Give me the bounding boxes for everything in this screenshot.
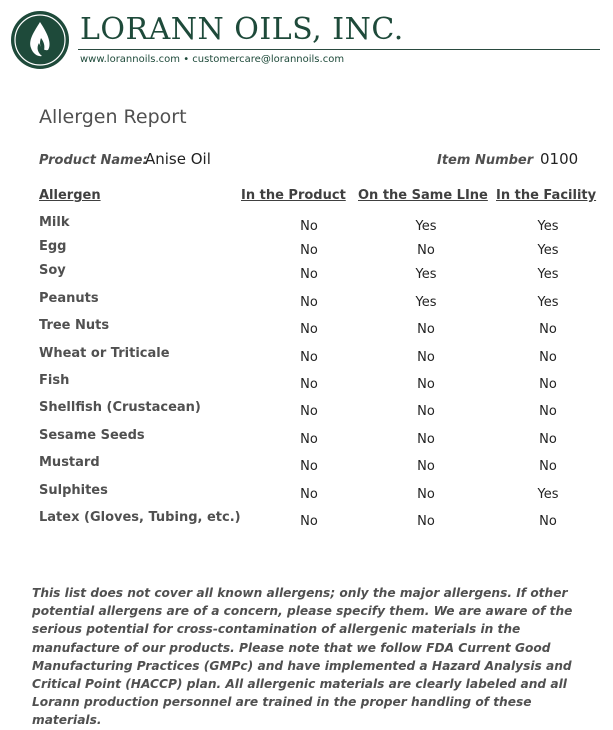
allergen-name: Egg <box>39 239 67 254</box>
same-line-value: No <box>417 459 435 474</box>
in-product-value: No <box>300 350 318 365</box>
report-title: Allergen Report <box>39 106 187 128</box>
in-product-value: No <box>300 219 318 234</box>
table-row <box>0 400 613 420</box>
item-number-value: 0100 <box>540 150 579 168</box>
company-logo <box>10 10 70 70</box>
allergen-name: Latex (Gloves, Tubing, etc.) <box>39 510 241 525</box>
disclaimer-text: This list does not cover all known allergens; only the major allergens. If other potential allergens are of a concern, please specify them. We are aware of the serious potential for cross-contamination of allergenic materials in the manufacture of our products. Please note that we follow FDA Current Good Manufacturing Practices (GMPc) and have implemented a Hazard Analysis and Critical Point (HACCP) plan. All allergenic materials are clearly labeled and all Lorann production personnel are trained in the proper handling of these materials. <box>32 586 573 728</box>
in-facility-value: No <box>539 322 557 337</box>
table-row <box>0 239 613 259</box>
in-product-value: No <box>300 487 318 502</box>
table-row <box>0 455 613 475</box>
in-facility-value: No <box>539 404 557 419</box>
in-facility-value: No <box>539 350 557 365</box>
same-line-value: No <box>417 350 435 365</box>
in-product-value: No <box>300 404 318 419</box>
same-line-value: No <box>417 487 435 502</box>
same-line-value: No <box>417 432 435 447</box>
in-facility-value: No <box>539 459 557 474</box>
in-product-value: No <box>300 377 318 392</box>
same-line-value: No <box>417 377 435 392</box>
in-facility-value: Yes <box>537 295 559 310</box>
same-line-value: Yes <box>415 295 437 310</box>
allergen-name: Peanuts <box>39 291 99 306</box>
in-product-value: No <box>300 514 318 529</box>
in-facility-value: Yes <box>537 219 559 234</box>
product-name-label: Product Name: <box>39 153 148 168</box>
contact-line: www.lorannoils.com • customercare@lorannoils.com <box>80 54 345 65</box>
in-product-value: No <box>300 267 318 282</box>
table-row <box>0 215 613 235</box>
table-row <box>0 428 613 448</box>
in-facility-value: Yes <box>537 243 559 258</box>
in-product-value: No <box>300 243 318 258</box>
in-product-value: No <box>300 295 318 310</box>
allergen-name: Sesame Seeds <box>39 428 145 443</box>
in-product-value: No <box>300 432 318 447</box>
allergen-name: Milk <box>39 215 70 230</box>
in-facility-value: Yes <box>537 267 559 282</box>
in-facility-value: Yes <box>537 487 559 502</box>
allergen-name: Tree Nuts <box>39 318 110 333</box>
header-in-product: In the Product <box>241 188 346 203</box>
same-line-value: No <box>417 514 435 529</box>
allergen-name: Mustard <box>39 455 100 470</box>
table-row <box>0 373 613 393</box>
same-line-value: No <box>417 404 435 419</box>
table-row <box>0 346 613 366</box>
table-row <box>0 510 613 530</box>
table-row <box>0 263 613 283</box>
allergen-name: Wheat or Triticale <box>39 346 170 361</box>
item-number-label: Item Number <box>437 153 534 168</box>
header-rule <box>78 49 600 50</box>
in-facility-value: No <box>539 432 557 447</box>
in-facility-value: No <box>539 377 557 392</box>
allergen-name: Soy <box>39 263 66 278</box>
header-allergen: Allergen <box>39 188 101 203</box>
in-product-value: No <box>300 322 318 337</box>
table-row <box>0 483 613 503</box>
in-facility-value: No <box>539 514 557 529</box>
same-line-value: No <box>417 243 435 258</box>
table-row <box>0 318 613 338</box>
in-product-value: No <box>300 459 318 474</box>
allergen-name: Shellfish (Crustacean) <box>39 400 201 415</box>
same-line-value: Yes <box>415 267 437 282</box>
header-in-facility: In the Facility <box>496 188 597 203</box>
product-name-value: Anise Oil <box>145 150 211 168</box>
table-row <box>0 291 613 311</box>
company-name: LORANN OILS, INC. <box>80 12 404 47</box>
same-line-value: Yes <box>415 219 437 234</box>
allergen-name: Fish <box>39 373 70 388</box>
header-same-line: On the Same LIne <box>358 188 488 203</box>
allergen-name: Sulphites <box>39 483 108 498</box>
same-line-value: No <box>417 322 435 337</box>
